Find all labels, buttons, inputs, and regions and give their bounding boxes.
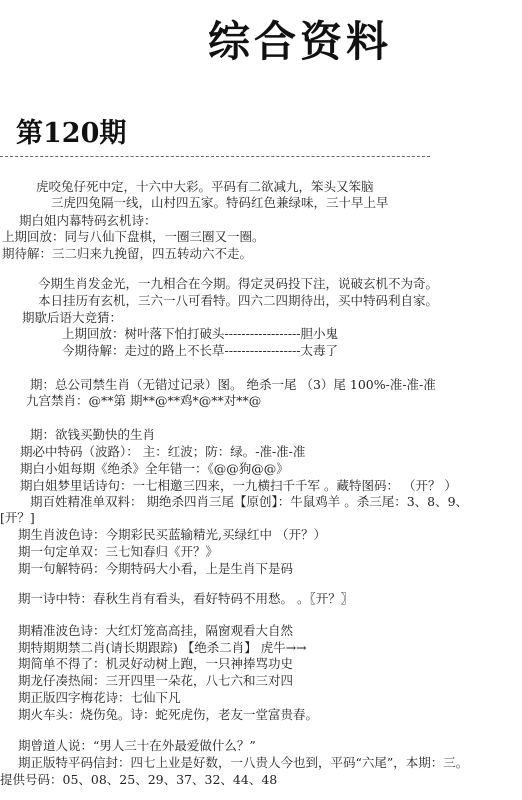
text-line: 期火车头：烧伤兔。诗：蛇死虎伤，老友一堂富贵春。 xyxy=(18,707,319,722)
text-line: 期曾道人说：“男人三十在外最爱做什么？” xyxy=(18,738,256,753)
divider xyxy=(0,156,430,157)
text-line: 上期回放：同与八仙下盘棋，一圈三圈又一圈。 xyxy=(2,229,265,244)
text-line: [开？] xyxy=(0,510,35,525)
text-line: 上期回放：树叶落下怕打破头------------------胆小鬼 xyxy=(62,326,339,341)
text-line: 期一句定单双：三七知春归《开？》 xyxy=(18,544,219,559)
page-title: 综合资料 xyxy=(208,17,393,66)
text-line: 期特期期禁二肖(请长期跟踪) 【绝杀二肖】 虎牛→→ xyxy=(18,640,307,655)
text-line: 虎咬兔仔死中定，十六中大彩。平码有二欲减九，笨头又笨脑 xyxy=(36,179,374,194)
text-line: 期正版特平码信封：四七上业是好数，一八贵人今也到，平码“六尾”，本期：三。 xyxy=(18,755,469,770)
text-line: 今期待解：走过的路上不长草------------------太毒了 xyxy=(62,343,339,358)
text-line: 期歇后语大竞猜： xyxy=(22,310,123,325)
issue-number: 第120期 xyxy=(16,118,127,149)
text-line: 九宫禁肖：@**第 期**@**鸡*@**对**@ xyxy=(26,393,262,408)
text-line: 期正版四字梅花诗：七仙下凡 xyxy=(18,690,181,705)
text-line: 今期生肖发金光，一九相合在今期。得定灵码投下注，说破玄机不为奇。 xyxy=(38,276,439,291)
text-line: 期百姓精准单双料： 期绝杀四肖三尾【原创】：牛鼠鸡羊 。杀三尾：3、8、9、 xyxy=(30,494,469,509)
text-line: 本日挂历有玄机，三六一八可看特。四六二四期待出，买中特码利自家。 xyxy=(38,293,439,308)
text-line: 期一句解特码：今期特码大小看，上是生肖下是码 xyxy=(18,561,294,576)
text-line: 期必中特码（波路）： 主：红波；防：绿。-准-准-准 xyxy=(20,444,306,459)
text-line: 期待解：三二归来九挽留，四五转动六不走。 xyxy=(2,246,253,261)
text-line: 三虎四兔隔一线，山村四五家。特码红色兼绿味，三十早上早 xyxy=(51,195,389,210)
text-line: 期生肖波色诗：今期彩民买蓝输精光,买绿红中 （开？） xyxy=(18,527,326,542)
text-line: 期：欲钱买勤快的生肖 xyxy=(30,427,156,442)
text-line: 期：总公司禁生肖（无错过记录）图。 绝杀一尾 （3）尾 100%-准-准-准 xyxy=(30,377,436,392)
text-line: 期白姐内幕特码玄机诗： xyxy=(19,213,157,228)
text-line: 期白姐梦里话诗句：一七相邀三四来，一九横扫千千军 。藏特图码： （开？ ） xyxy=(20,478,457,493)
text-line: 期简单不得了：机灵好动树上跑，一只神捧骂功史 xyxy=(18,656,294,671)
text-line: 期精准波色诗：大红灯笼高高挂，隔窗观看大自然 xyxy=(18,623,294,638)
text-line: 提供号码：05、08、25、29、37、32、44、48 xyxy=(0,772,278,787)
text-line: 期白小姐每期《绝杀》全年错一：《@@狗@@》 xyxy=(20,461,289,476)
text-line: 期龙仔凑热闹：三开四里一朵花，八七六和三对四 xyxy=(18,673,294,688)
text-line: 期一诗中特：春秋生肖有看头，看好特码不用愁。 。〖开？〗 xyxy=(18,591,354,606)
